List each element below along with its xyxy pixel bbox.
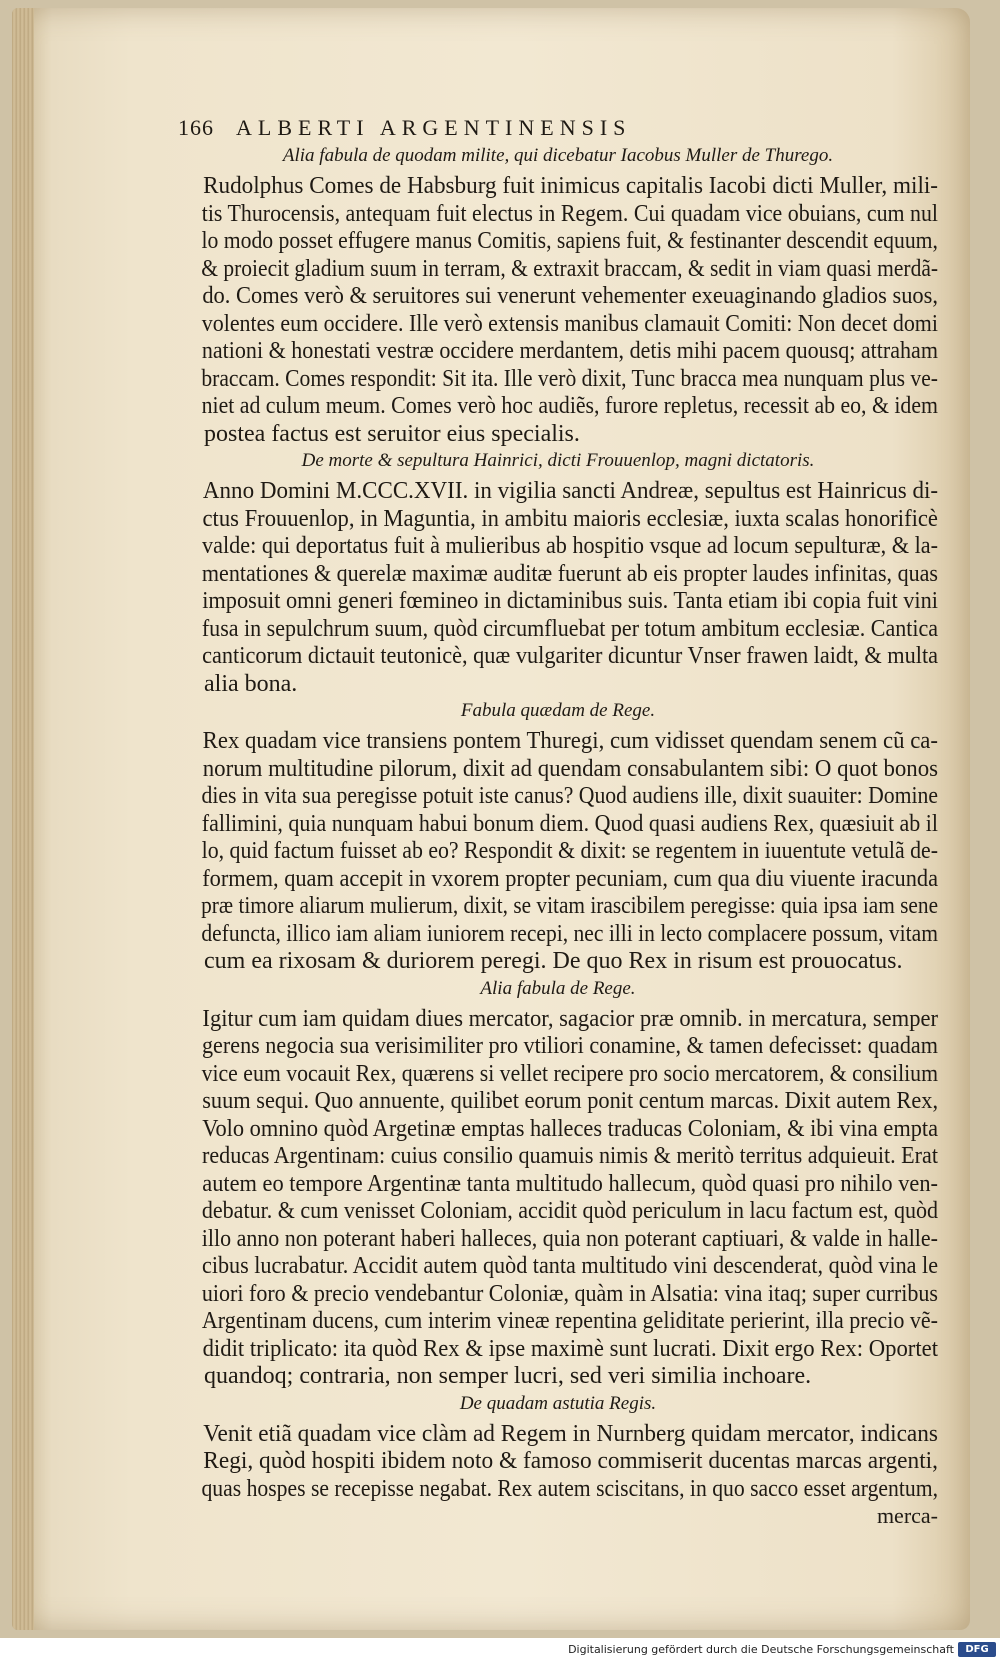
text-line: Rudolphus Comes de Habsburg fuit inimicus capitalis Iacobi dicti Muller, mili- xyxy=(203,173,939,199)
funding-credit: Digitalisierung gefördert durch die Deutsche Forschungsgemeinschaft xyxy=(568,1643,954,1656)
footer-bar xyxy=(0,1640,1000,1661)
text-line: præ timore aliarum mulierum, dixit, se vitam irascibilem peregisse: quia ipsa iam sene xyxy=(201,893,939,919)
section-heading: Alia fabula de Rege. xyxy=(480,977,636,999)
text-line: volentes eum occidere. Ille verò extensis manibus clamauit Comiti: Non decet domi xyxy=(201,310,938,337)
text-line: canticorum dictauit teutonicè, quæ vulgariter dicuntur Vnser frawen laidt, & multa xyxy=(202,643,939,669)
section-heading: De quadam astutia Regis. xyxy=(459,1392,657,1414)
text-line: quandoq; contraria, non semper lucri, sed veri similia inchoare. xyxy=(204,1363,812,1389)
text-line: formem, quam accepit in vxorem propter pecuniam, cum qua diu viuente iracunda xyxy=(202,865,939,892)
text-line: autem eo tempore Argentinæ tanta multitudo hallecum, quòd quasi pro nihilo ven- xyxy=(202,1170,938,1197)
text-line: norum multitudine pilorum, dixit ad quendam consabulantem sibi: O quot bonos xyxy=(202,755,939,782)
text-line: Rex quadam vice transiens pontem Thuregi, cum vidisset quendam senem cũ ca- xyxy=(202,728,938,754)
text-line: valde: qui deportatus fuit à mulieribus ab hospitio vsque ad locum sepulturæ, & la- xyxy=(202,533,938,559)
text-line: illo anno non poterant haberi halleces, quia non poterant captiuari, & valde in halle- xyxy=(201,1225,938,1252)
text-line: uiori foro & precio vendebantur Coloniæ, quàm in Alsatia: vina itaq; super curribus xyxy=(201,1280,938,1307)
page-number: 166 xyxy=(178,115,214,140)
section-paragraph xyxy=(178,173,938,448)
section-heading: Alia fabula de quodam milite, qui dicebatur Iacobus Muller de Thurego. xyxy=(282,145,834,166)
text-line: cum ea rixosam & duriorem peregi. De quo Rex in risum est prouocatus. xyxy=(204,948,903,974)
section-paragraph xyxy=(178,478,938,698)
text-line: lo, quid factum fuisset ab eo? Respondit & dixit: se regentem in iuuentute vetulã de- xyxy=(201,838,939,864)
text-line: didit triplicato: ita quòd Rex & ipse maximè sunt lucrati. Dixit ergo Rex: Oportet xyxy=(202,1335,939,1362)
text-line: Anno Domini M.CCC.XVII. in vigilia sancti Andreæ, sepultus est Hainricus di- xyxy=(202,478,939,504)
text-line: ctus Frouuenlop, in Maguntia, in ambitu maioris ecclesiæ, iuxta scalas honorificè xyxy=(202,505,938,532)
text-line: fallimini, quia nunquam habui bonum diem. Quod quasi audiens Rex, quæsiuit ab il xyxy=(201,810,938,837)
text-line: Venit etiã quadam vice clàm ad Regem in Nurnberg quidam mercator, indicans xyxy=(203,1420,938,1447)
page-content xyxy=(178,115,939,1528)
text-line: nationi & honestati vestræ occidere merdantem, detis mihi pacem quousq; attraham xyxy=(201,338,938,364)
text-line: braccam. Comes respondit: Sit ita. Ille verò dixit, Tunc bracca mea nunquam plus ve- xyxy=(201,365,938,392)
section-paragraph xyxy=(178,1421,938,1504)
text-line: vice eum vocauit Rex, quærens si vellet recipere pro socio mercatorem, & consilium xyxy=(201,1060,939,1087)
text-line: debatur. & cum venisset Coloniam, accidit quòd periculum in lacu factum est, quòd xyxy=(201,1198,939,1224)
text-line: postea factus est seruitor eius specialis. xyxy=(204,420,580,447)
text-line: mentationes & querelæ maximæ auditæ fuerunt ab eis propter laudes infinitas, quas xyxy=(201,560,938,587)
text-line: Argentinam ducens, cum interim vineæ repentina geliditate perierint, illa precio vẽ- xyxy=(201,1308,938,1334)
text-line: do. Comes verò & seruitores sui venerunt vehementer exeuaginando gladios suos, xyxy=(202,283,938,309)
text-line: imposuit omni generi fœmineo in dictaminibus suis. Tanta etiam ibi copia fuit vini xyxy=(202,588,939,614)
text-line: tis Thurocensis, antequam fuit electus in Regem. Cui quadam vice obuians, cum nul xyxy=(201,200,939,227)
text-line: Igitur cum iam quidam diues mercator, sagacior præ omnib. in mercatura, semper xyxy=(202,1005,939,1032)
text-line: gerens negocia sua verisimiliter pro vtiliori conamine, & tamen defecisset: quadam xyxy=(201,1033,938,1059)
catchword: merca- xyxy=(876,1503,938,1528)
section-heading: De morte & sepultura Hainrici, dicti Frouuenlop, magni dictatoris. xyxy=(301,450,815,471)
text-line: quas hospes se recepisse negabat. Rex autem sciscitans, in quo sacco esset argentum, xyxy=(201,1475,938,1502)
dfg-logo: DFG xyxy=(958,1642,996,1657)
text-line: Volo omnino quòd Argetinæ emptas halleces traducas Coloniam, & ibi vina empta xyxy=(202,1115,939,1142)
text-sections xyxy=(178,145,939,1528)
text-line: alia bona. xyxy=(204,670,298,697)
running-title: ALBERTI ARGENTINENSIS xyxy=(236,115,632,140)
text-line: defuncta, illico iam aliam iuniorem recepi, nec illi in lecto complacere possum, vitam xyxy=(201,920,938,947)
text-line: lo modo posset effugere manus Comitis, sapiens fuit, & festinanter descendit equum, xyxy=(201,228,938,254)
text-line: fusa in sepulchrum suum, quòd circumfluebat per totum ambitum ecclesiæ. Cantica xyxy=(201,615,939,642)
page-edge xyxy=(12,8,34,1630)
text-line: niet ad culum meum. Comes verò hoc audiẽs, furore repletus, recessit ab eo, & idem xyxy=(201,393,938,419)
section-paragraph xyxy=(178,1006,938,1391)
section-heading: Fabula quædam de Rege. xyxy=(460,700,656,721)
running-head xyxy=(178,115,938,141)
text-line: Regi, quòd hospiti ibidem noto & famoso commiserit ducentas marcas argenti, xyxy=(203,1448,939,1474)
text-line: reducas Argentinam: cuius consilio quamuis nimis & meritò territus adquieuit. Erat xyxy=(201,1143,939,1169)
text-line: & proiecit gladium suum in terram, & extraxit braccam, & sedit in viam quasi merdã- xyxy=(201,255,939,282)
section-paragraph xyxy=(178,728,938,976)
text-line: dies in vita sua peregisse potuit iste canus? Quod audiens ille, dixit suauiter: Domine xyxy=(201,783,938,809)
text-line: cibus lucrabatur. Accidit autem quòd tanta multitudo vini descenderat, quòd vina le xyxy=(201,1253,939,1279)
text-line: suum sequi. Quo annuente, quilibet eorum ponit centum marcas. Dixit autem Rex, xyxy=(202,1088,939,1114)
